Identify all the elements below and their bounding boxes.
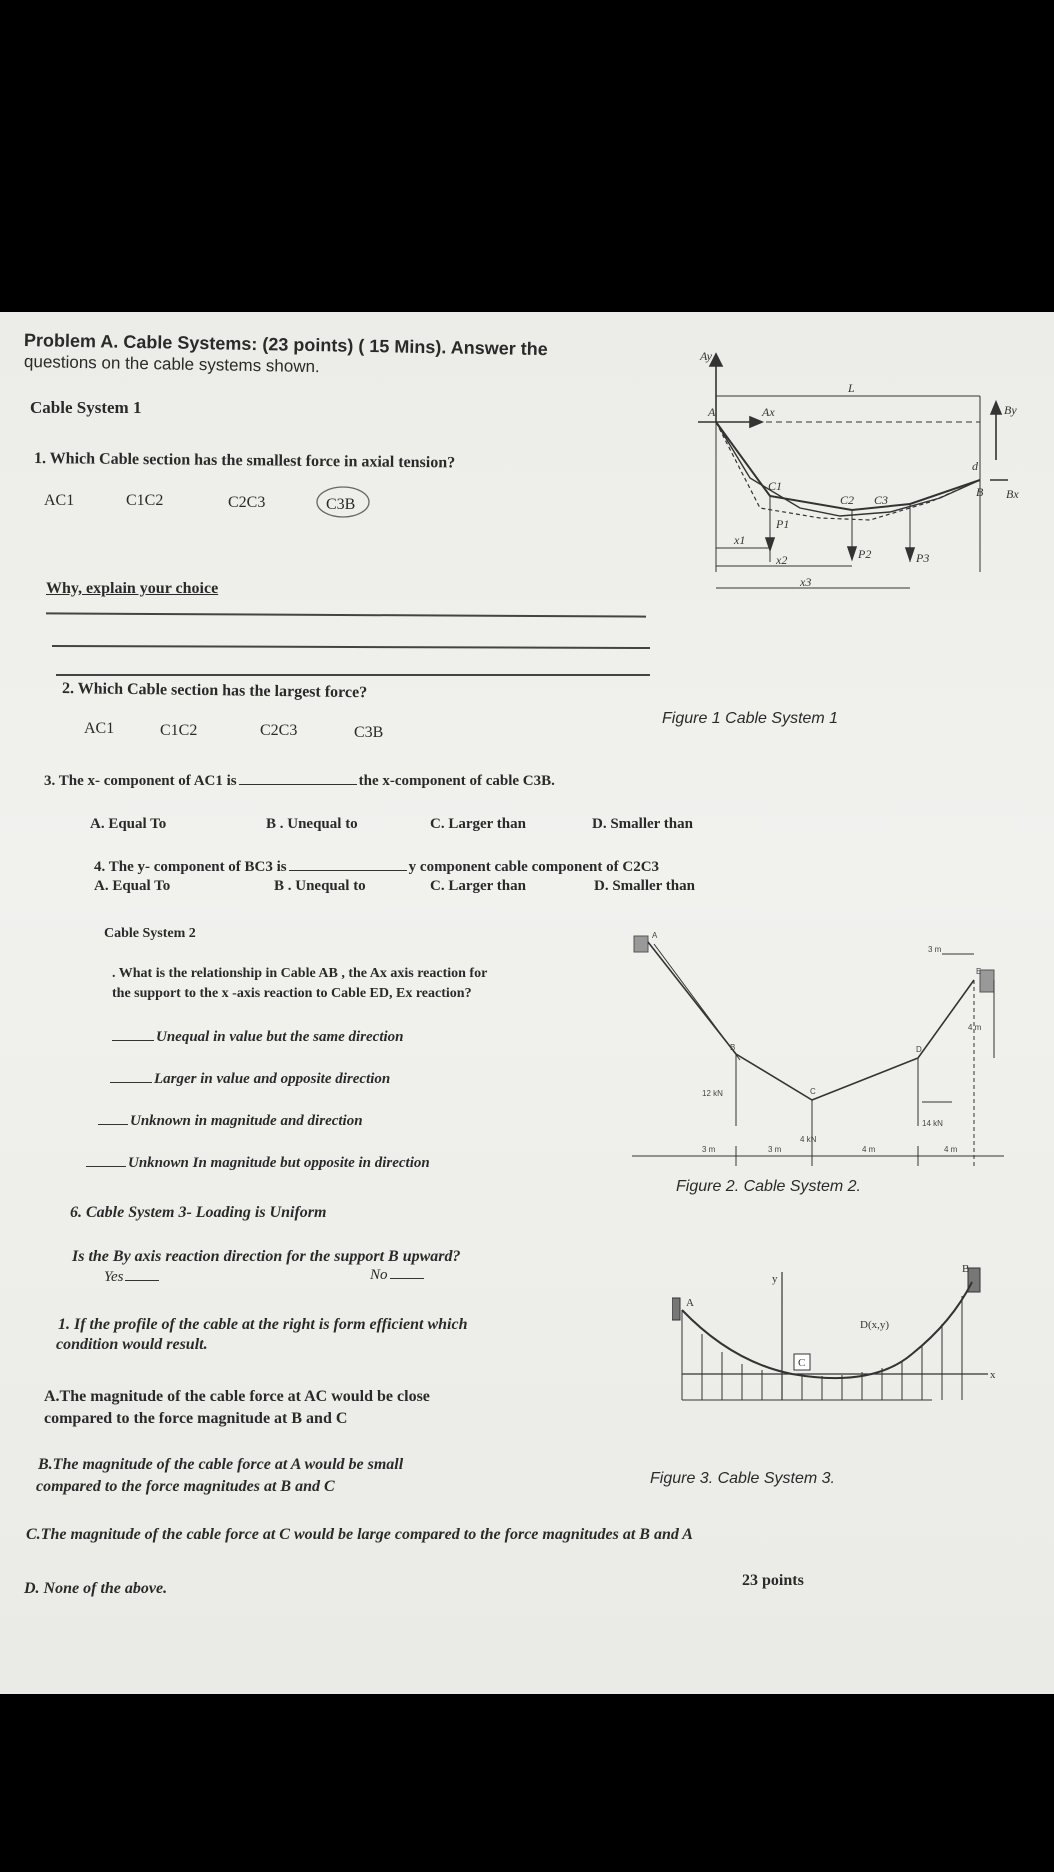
q1-text: 1. Which Cable section has the smallest force in axial tension? bbox=[33, 450, 456, 472]
q1-option-3: C2C3 bbox=[228, 494, 266, 511]
figure3-diagram bbox=[672, 1262, 1002, 1422]
system2-heading: Cable System 2 bbox=[104, 926, 196, 941]
fig3-label-b: B bbox=[962, 1263, 970, 1275]
q5-option-4 bbox=[84, 1154, 430, 1172]
fig2-load-1: 12 kN bbox=[702, 1089, 723, 1098]
q5-option-1 bbox=[110, 1028, 404, 1046]
q2-option-4: C3B bbox=[354, 724, 384, 741]
option-a-line1: A.The magnitude of the cable force at AC would be close bbox=[44, 1388, 430, 1405]
q2-option-2: C1C2 bbox=[160, 722, 198, 739]
fig3-label-d: D(x,y) bbox=[860, 1319, 890, 1331]
q2-text: 2. Which Cable section has the largest force? bbox=[61, 680, 368, 702]
option-d-line: D. None of the above. bbox=[24, 1580, 168, 1597]
blank-line bbox=[112, 1028, 154, 1041]
q5-option-4-text: Unknown In magnitude but opposite in direction bbox=[128, 1155, 430, 1171]
q1-why: Why, explain your choice bbox=[46, 580, 219, 597]
fig1-label-b: B bbox=[976, 485, 984, 499]
fig1-label-x2: x2 bbox=[776, 553, 788, 567]
q4-text-b: y component cable component of C2C3 bbox=[408, 859, 660, 875]
problem-title: Problem A. Cable Systems: (23 points) ( 15 Mins). Answer the bbox=[23, 330, 548, 360]
q7-line2: condition would result. bbox=[56, 1336, 208, 1353]
answer-line bbox=[46, 612, 646, 617]
fig3-label-a: A bbox=[686, 1297, 694, 1309]
fig2-span-3: 4 m bbox=[862, 1145, 876, 1154]
q1-option-4: C3B bbox=[326, 496, 356, 513]
figure1-diagram bbox=[690, 352, 1030, 622]
answer-line bbox=[52, 645, 650, 649]
option-c-line: C.The magnitude of the cable force at C would be large compared to the force magnitudes at B and A bbox=[26, 1526, 693, 1543]
fig1-label-ay: Ay bbox=[700, 352, 712, 363]
fig1-label-c3: C3 bbox=[874, 493, 889, 507]
q1-option-2: C1C2 bbox=[126, 492, 164, 509]
system3-heading: 6. Cable System 3- Loading is Uniform bbox=[70, 1204, 327, 1221]
q5-option-2-text: Larger in value and opposite direction bbox=[154, 1071, 391, 1087]
fig1-label-x3: x3 bbox=[800, 575, 812, 589]
no-label: No bbox=[370, 1267, 388, 1283]
q5-line2: the support to the x -axis reaction to Cable ED, Ex reaction? bbox=[112, 986, 472, 1001]
fig1-label-p3: P3 bbox=[916, 551, 930, 565]
q4-text bbox=[94, 858, 659, 876]
yes-label: Yes bbox=[104, 1269, 124, 1285]
fig2-load-3: 14 kN bbox=[922, 1119, 943, 1128]
fig2-load-2: 4 kN bbox=[800, 1135, 817, 1144]
q5-option-3 bbox=[96, 1112, 363, 1130]
q4-text-a: 4. The y- component of BC3 is bbox=[94, 859, 287, 875]
q4-option-d: D. Smaller than bbox=[594, 878, 695, 894]
fig1-label-l: L bbox=[848, 381, 855, 395]
q3-text bbox=[44, 772, 555, 790]
fig1-label-x1: x1 bbox=[734, 533, 746, 547]
fig2-side-dim: 4 m bbox=[968, 1023, 982, 1032]
blank-line bbox=[289, 858, 407, 871]
q3-option-a: A. Equal To bbox=[90, 816, 167, 832]
blank-line bbox=[110, 1070, 152, 1083]
option-b-line1: B.The magnitude of the cable force at A would be small bbox=[38, 1456, 404, 1473]
q7-line1: 1. If the profile of the cable at the right is form efficient which bbox=[58, 1316, 468, 1333]
q5-option-1-text: Unequal in value but the same direction bbox=[156, 1029, 404, 1045]
q5-option-3-text: Unknown in magnitude and direction bbox=[130, 1113, 363, 1129]
blank-line bbox=[390, 1266, 424, 1279]
fig2-label-c: C bbox=[810, 1087, 816, 1096]
q3-text-a: 3. The x- component of AC1 is bbox=[44, 773, 237, 789]
no-option bbox=[370, 1266, 426, 1284]
fig1-label-ax: Ax bbox=[762, 405, 775, 419]
q4-option-a: A. Equal To bbox=[94, 878, 171, 894]
total-points: 23 points bbox=[742, 1572, 804, 1589]
q5-line1: . What is the relationship in Cable AB , the Ax axis reaction for bbox=[112, 966, 488, 981]
q3-option-d: D. Smaller than bbox=[592, 816, 693, 832]
system1-heading: Cable System 1 bbox=[30, 398, 142, 417]
answer-line bbox=[56, 674, 650, 676]
q2-option-3: C2C3 bbox=[260, 722, 298, 739]
q3-option-b: B . Unequal to bbox=[266, 816, 358, 832]
fig1-label-by: By bbox=[1004, 403, 1017, 417]
figure1-caption: Figure 1 Cable System 1 bbox=[662, 710, 839, 727]
fig2-label-b: B bbox=[730, 1043, 736, 1052]
fig1-label-bx: Bx bbox=[1006, 487, 1019, 501]
blank-line bbox=[239, 772, 357, 785]
q1-option-1: AC1 bbox=[44, 492, 75, 509]
fig2-top-dim: 3 m bbox=[928, 945, 942, 954]
blank-line bbox=[86, 1154, 126, 1167]
problem-subtitle: questions on the cable systems shown. bbox=[23, 352, 320, 377]
fig2-span-2: 3 m bbox=[768, 1145, 782, 1154]
worksheet-page bbox=[0, 312, 1054, 1694]
fig1-label-p2: P2 bbox=[858, 547, 872, 561]
fig1-label-p1: P1 bbox=[776, 517, 790, 531]
blank-line bbox=[125, 1268, 159, 1281]
fig2-span-4: 4 m bbox=[944, 1145, 958, 1154]
blank-line bbox=[98, 1112, 128, 1125]
fig2-label-a: A bbox=[652, 931, 658, 940]
q4-option-b: B . Unequal to bbox=[274, 878, 366, 894]
fig2-label-d: D bbox=[916, 1045, 922, 1054]
yes-option bbox=[104, 1268, 161, 1286]
option-b-line2: compared to the force magnitudes at B and C bbox=[36, 1478, 335, 1495]
q3-text-b: the x-component of cable C3B. bbox=[358, 773, 555, 789]
fig1-label-a: A bbox=[708, 405, 716, 419]
q-by-text: Is the By axis reaction direction for the support B upward? bbox=[72, 1248, 461, 1265]
q3-option-c: C. Larger than bbox=[430, 816, 526, 832]
q4-option-c: C. Larger than bbox=[430, 878, 526, 894]
fig1-label-d: d bbox=[972, 459, 978, 473]
figure3-caption: Figure 3. Cable System 3. bbox=[650, 1470, 835, 1487]
fig3-label-c: C bbox=[798, 1357, 806, 1369]
q2-option-1: AC1 bbox=[84, 720, 115, 737]
q5-option-2 bbox=[108, 1070, 390, 1088]
option-a-line2: compared to the force magnitude at B and C bbox=[44, 1410, 348, 1427]
figure2-diagram bbox=[632, 930, 1010, 1180]
figure2-caption: Figure 2. Cable System 2. bbox=[676, 1178, 861, 1195]
fig1-label-c2: C2 bbox=[840, 493, 855, 507]
fig3-label-x: x bbox=[990, 1369, 996, 1381]
circle-mark-icon bbox=[314, 482, 372, 522]
fig2-label-e: E bbox=[976, 967, 982, 976]
fig3-label-y: y bbox=[772, 1273, 778, 1285]
fig1-label-c1: C1 bbox=[768, 479, 783, 493]
fig2-span-1: 3 m bbox=[702, 1145, 716, 1154]
